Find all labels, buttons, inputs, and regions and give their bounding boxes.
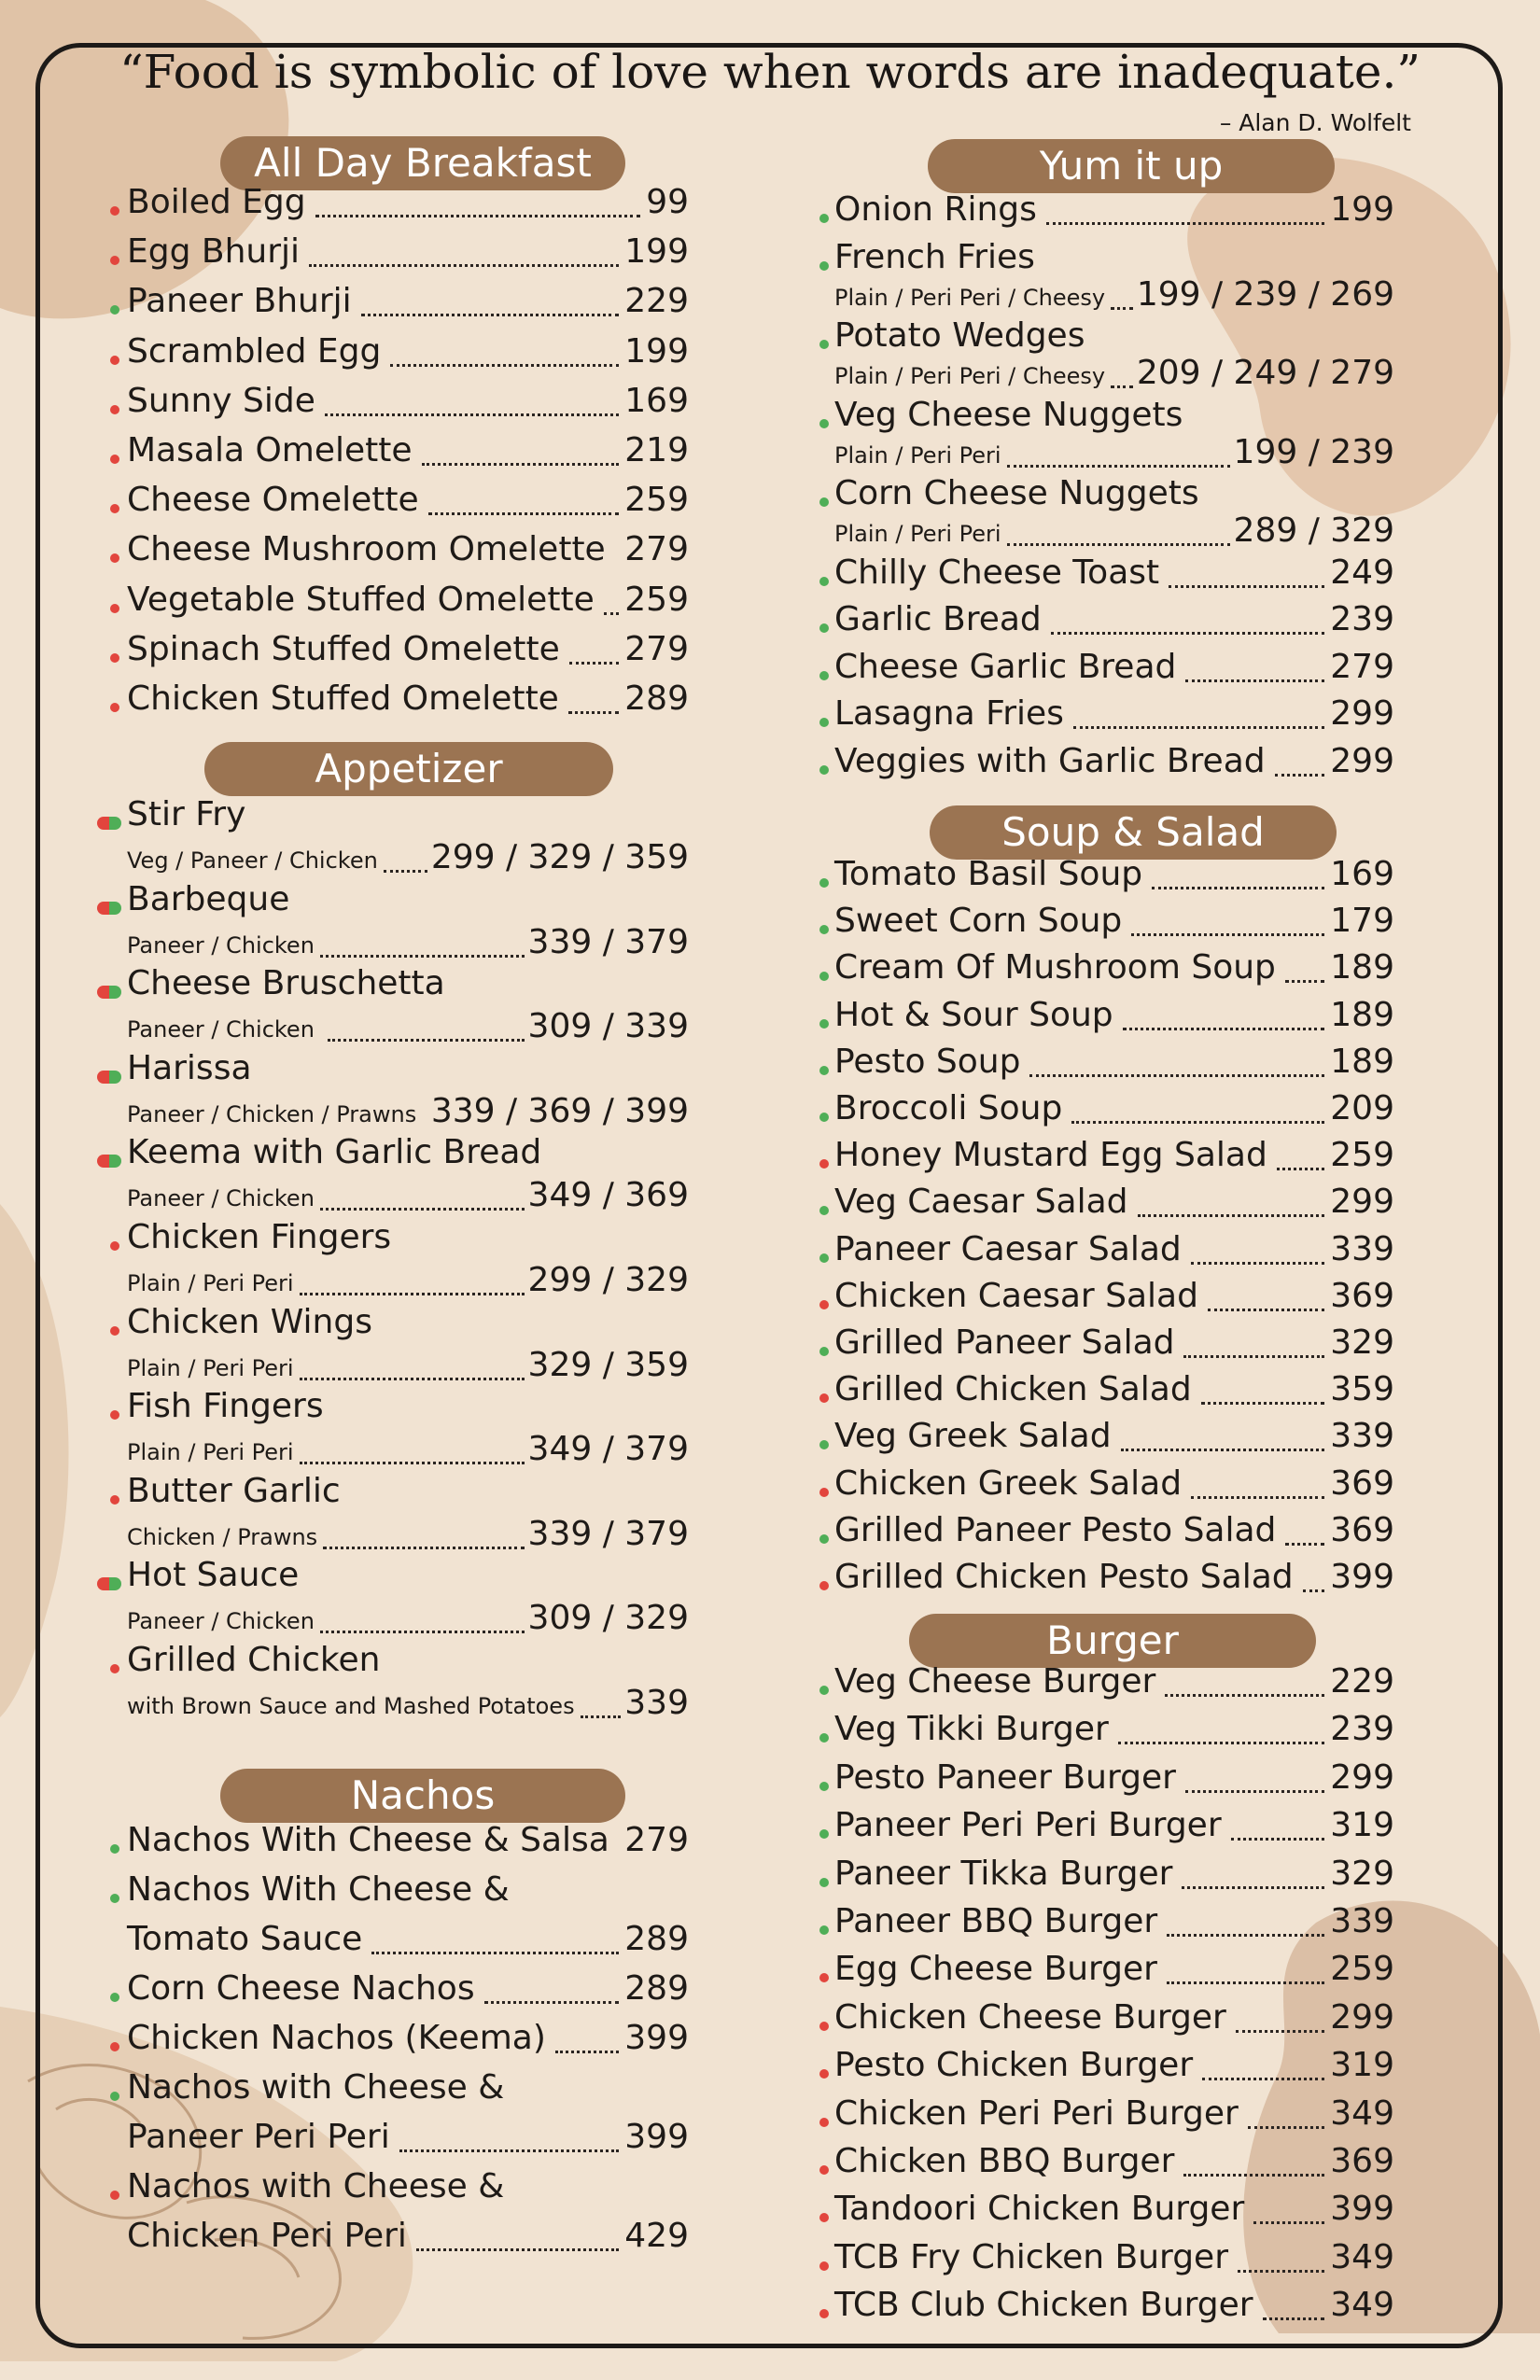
menu-item-price: 339 xyxy=(1330,1902,1394,1940)
menu-item-price: 289 xyxy=(624,679,689,718)
menu-item-price: 299 xyxy=(1330,1757,1394,1797)
section-title-appetizer: Appetizer xyxy=(204,742,613,796)
menu-item-name: Garlic Bread xyxy=(834,600,1042,638)
menu-item-name: Chicken BBQ Burger xyxy=(834,2142,1175,2180)
menu-item-price: 309 / 329 xyxy=(527,1599,689,1638)
menu-item-name: Egg Bhurji xyxy=(127,232,301,272)
menu-item-price: 169 xyxy=(624,381,689,420)
menu-item-price: 349 xyxy=(1330,2286,1394,2325)
menu-border-frame xyxy=(35,43,1503,2348)
menu-item-price: 299 / 329 xyxy=(527,1261,689,1299)
menu-item-name: Scrambled Egg xyxy=(127,331,382,371)
menu-item-options: Veg / Paneer / Chicken xyxy=(127,847,378,874)
menu-item-name: Chicken Caesar Salad xyxy=(834,1276,1198,1315)
menu-item-price: 399 xyxy=(1330,2190,1394,2229)
menu-quote: “Food is symbolic of love when words are inadequate.” xyxy=(119,45,1421,99)
menu-item-price: 279 xyxy=(1330,647,1394,686)
menu-item-name: Veg Tikki Burger xyxy=(834,1710,1109,1749)
menu-item-name: Fish Fingers xyxy=(127,1387,324,1426)
menu-item-price: 399 xyxy=(624,2118,689,2156)
menu-item-price: 369 xyxy=(1330,1510,1394,1549)
menu-item-price: 239 xyxy=(1330,600,1394,638)
menu-item-price: 199 / 239 / 269 xyxy=(1136,274,1394,314)
menu-item-price: 259 xyxy=(624,481,689,520)
menu-item-name: Barbeque xyxy=(127,879,290,918)
menu-item-name: Nachos With Cheese & Salsa xyxy=(127,1821,609,1859)
menu-item-price: 319 xyxy=(1330,2046,1394,2085)
menu-item-name: Pesto Chicken Burger xyxy=(834,2046,1194,2085)
menu-item-name: Pesto Soup xyxy=(834,1042,1021,1081)
menu-item-name: Cream Of Mushroom Soup xyxy=(834,948,1276,987)
menu-item-name: Chicken Fingers xyxy=(127,1218,392,1256)
menu-item-price: 249 xyxy=(1330,553,1394,592)
menu-item-options: Paneer / Chicken xyxy=(127,1608,315,1635)
menu-item-name: Nachos with Cheese & xyxy=(127,2068,505,2107)
menu-item-options: Plain / Peri Peri xyxy=(127,1354,294,1381)
menu-item-price: 429 xyxy=(624,2217,689,2255)
menu-item-name-continued: Paneer Peri Peri xyxy=(127,2118,390,2156)
menu-item-options: Plain / Peri Peri / Cheesy xyxy=(834,284,1106,311)
menu-item-name: Nachos With Cheese & xyxy=(127,1870,510,1909)
menu-item-price: 339 / 379 xyxy=(527,922,689,961)
menu-item-price: 169 xyxy=(1330,855,1394,893)
menu-item-name: Sunny Side xyxy=(127,381,315,420)
menu-item-price: 259 xyxy=(1330,1950,1394,1989)
menu-item-name: Onion Rings xyxy=(834,190,1037,229)
menu-item-price: 329 / 359 xyxy=(527,1345,689,1384)
menu-item-price: 369 xyxy=(1330,1276,1394,1315)
menu-item-name: Pesto Paneer Burger xyxy=(834,1757,1176,1797)
menu-item-price: 279 xyxy=(624,629,689,668)
menu-item-name: Cheese Garlic Bread xyxy=(834,647,1177,686)
menu-item-name-continued: Chicken Peri Peri xyxy=(127,2217,407,2255)
menu-item-name: Paneer Peri Peri Burger xyxy=(834,1806,1222,1845)
menu-item-name: Hot Sauce xyxy=(127,1556,300,1595)
menu-item-price: 289 xyxy=(624,1920,689,1958)
menu-item-price: 359 xyxy=(1330,1370,1394,1409)
menu-item-price: 199 xyxy=(624,232,689,272)
menu-item-name: Grilled Paneer Pesto Salad xyxy=(834,1510,1277,1549)
menu-item-price: 369 xyxy=(1330,1463,1394,1503)
menu-item-price: 299 xyxy=(1330,741,1394,780)
menu-item-name: Grilled Chicken Salad xyxy=(834,1370,1192,1409)
menu-item-price: 299 xyxy=(1330,1997,1394,2037)
menu-item-name: Boiled Egg xyxy=(127,183,306,221)
menu-item-price: 399 xyxy=(1330,1558,1394,1596)
section-title-yum: Yum it up xyxy=(928,139,1335,193)
menu-item-price: 339 / 369 / 399 xyxy=(430,1091,689,1130)
menu-item-name: Masala Omelette xyxy=(127,431,413,469)
menu-item-name: Chicken Peri Peri Burger xyxy=(834,2093,1239,2133)
menu-item-options: Paneer / Chicken xyxy=(127,1016,315,1043)
menu-item-price: 279 xyxy=(624,530,689,569)
menu-item-name: Potato Wedges xyxy=(834,316,1085,355)
menu-item-price: 209 xyxy=(1330,1089,1394,1127)
menu-item-name: Harissa xyxy=(127,1048,252,1087)
menu-item-price: 209 / 249 / 279 xyxy=(1136,354,1394,392)
section-title-breakfast: All Day Breakfast xyxy=(220,136,625,190)
menu-item-name: Corn Cheese Nuggets xyxy=(834,474,1199,512)
menu-item-price: 339 / 379 xyxy=(527,1514,689,1553)
menu-item-name: Paneer BBQ Burger xyxy=(834,1902,1158,1940)
menu-item-price: 299 xyxy=(1330,694,1394,733)
menu-item-options: Paneer / Chicken xyxy=(127,931,315,959)
menu-item-price: 199 xyxy=(624,331,689,371)
menu-item-name: Chicken Nachos (Keema) xyxy=(127,2019,546,2057)
menu-item-name: Grilled Chicken xyxy=(127,1641,381,1679)
menu-item-price: 189 xyxy=(1330,995,1394,1034)
menu-item-name: Spinach Stuffed Omelette xyxy=(127,629,560,668)
menu-item-name: Egg Cheese Burger xyxy=(834,1950,1157,1989)
menu-item-name: Cheese Omelette xyxy=(127,481,419,520)
menu-item-name: TCB Fry Chicken Burger xyxy=(834,2237,1228,2276)
menu-item-price: 349 / 369 xyxy=(527,1176,689,1215)
menu-item-name: Hot & Sour Soup xyxy=(834,995,1113,1034)
menu-item-price: 329 xyxy=(1330,1854,1394,1893)
menu-item-price: 289 xyxy=(624,1969,689,2008)
menu-item-price: 189 xyxy=(1330,1042,1394,1081)
menu-item-name: Stir Fry xyxy=(127,795,246,833)
menu-item-options: Paneer / Chicken xyxy=(127,1185,315,1212)
menu-item-name: TCB Club Chicken Burger xyxy=(834,2286,1253,2325)
menu-item-price: 229 xyxy=(1330,1662,1394,1701)
menu-item-price: 199 xyxy=(1330,190,1394,229)
menu-item-price: 319 xyxy=(1330,1806,1394,1845)
section-title-soup: Soup & Salad xyxy=(930,805,1337,860)
menu-item-name: Cheese Bruschetta xyxy=(127,964,445,1003)
menu-item-price: 299 / 329 / 359 xyxy=(430,838,689,876)
menu-item-name: Sweet Corn Soup xyxy=(834,902,1123,941)
menu-item-name: Chicken Greek Salad xyxy=(834,1463,1183,1503)
menu-item-name: Chilly Cheese Toast xyxy=(834,553,1160,592)
menu-item-name: French Fries xyxy=(834,237,1035,276)
menu-item-name: Paneer Caesar Salad xyxy=(834,1229,1182,1268)
menu-item-price: 229 xyxy=(624,282,689,321)
quote-author: – Alan D. Wolfelt xyxy=(1219,109,1411,136)
menu-item-price: 259 xyxy=(1330,1136,1394,1175)
menu-item-name: Grilled Chicken Pesto Salad xyxy=(834,1558,1294,1596)
menu-item-price: 339 xyxy=(624,1684,689,1722)
menu-item-options: Plain / Peri Peri xyxy=(127,1439,294,1466)
menu-item-name: Keema with Garlic Bread xyxy=(127,1133,542,1172)
menu-item-name: Grilled Paneer Salad xyxy=(834,1323,1175,1362)
menu-item-options: with Brown Sauce and Mashed Potatoes xyxy=(127,1693,575,1719)
menu-item-price: 289 / 329 xyxy=(1233,511,1394,550)
menu-item-name: Honey Mustard Egg Salad xyxy=(834,1136,1267,1175)
menu-item-options: Plain / Peri Peri / Cheesy xyxy=(834,363,1106,389)
section-title-nachos: Nachos xyxy=(220,1769,625,1823)
menu-item-price: 309 / 339 xyxy=(527,1007,689,1046)
menu-item-price: 259 xyxy=(624,580,689,619)
menu-item-price: 349 xyxy=(1330,2237,1394,2276)
menu-item-price: 99 xyxy=(646,183,689,221)
menu-item-name: Chicken Cheese Burger xyxy=(834,1997,1226,2037)
menu-item-name: Veg Cheese Nuggets xyxy=(834,395,1183,434)
menu-item-name: Chicken Wings xyxy=(127,1302,372,1341)
menu-item-price: 199 / 239 xyxy=(1233,432,1394,471)
menu-item-options: Paneer / Chicken / Prawns xyxy=(127,1100,417,1127)
menu-item-name: Tomato Basil Soup xyxy=(834,855,1143,893)
menu-item-options: Plain / Peri Peri xyxy=(834,441,1001,469)
menu-item-name: Tandoori Chicken Burger xyxy=(834,2190,1245,2229)
menu-item-options: Plain / Peri Peri xyxy=(127,1270,294,1296)
menu-item-price: 189 xyxy=(1330,948,1394,987)
menu-item-price: 399 xyxy=(624,2019,689,2057)
menu-item-name: Nachos with Cheese & xyxy=(127,2167,505,2205)
menu-item-price: 279 xyxy=(624,1821,689,1859)
menu-item-price: 339 xyxy=(1330,1417,1394,1456)
menu-item-name: Vegetable Stuffed Omelette xyxy=(127,580,595,619)
menu-item-name: Butter Garlic xyxy=(127,1471,341,1510)
menu-item-name-continued: Tomato Sauce xyxy=(127,1920,363,1958)
menu-item-name: Paneer Bhurji xyxy=(127,282,352,321)
menu-item-price: 219 xyxy=(624,431,689,469)
menu-item-name: Veg Caesar Salad xyxy=(834,1183,1128,1222)
menu-item-price: 349 / 379 xyxy=(527,1430,689,1469)
menu-item-price: 299 xyxy=(1330,1183,1394,1222)
menu-item-name: Corn Cheese Nachos xyxy=(127,1969,475,2008)
menu-item-name: Paneer Tikka Burger xyxy=(834,1854,1173,1893)
menu-item-name: Veggies with Garlic Bread xyxy=(834,741,1266,780)
menu-item-name: Veg Cheese Burger xyxy=(834,1662,1156,1701)
menu-item-name: Veg Greek Salad xyxy=(834,1417,1112,1456)
menu-item-name: Cheese Mushroom Omelette xyxy=(127,530,606,569)
menu-item-options: Plain / Peri Peri xyxy=(834,521,1001,547)
menu-item-price: 369 xyxy=(1330,2142,1394,2180)
menu-item-price: 339 xyxy=(1330,1229,1394,1268)
menu-item-price: 239 xyxy=(1330,1710,1394,1749)
menu-item-options: Chicken / Prawns xyxy=(127,1523,318,1550)
menu-item-name: Lasagna Fries xyxy=(834,694,1064,733)
menu-item-price: 329 xyxy=(1330,1323,1394,1362)
menu-item-name: Chicken Stuffed Omelette xyxy=(127,679,559,718)
section-title-burger: Burger xyxy=(909,1614,1316,1668)
menu-item-price: 179 xyxy=(1330,902,1394,941)
menu-item-name: Broccoli Soup xyxy=(834,1089,1063,1127)
menu-item-price: 349 xyxy=(1330,2093,1394,2133)
